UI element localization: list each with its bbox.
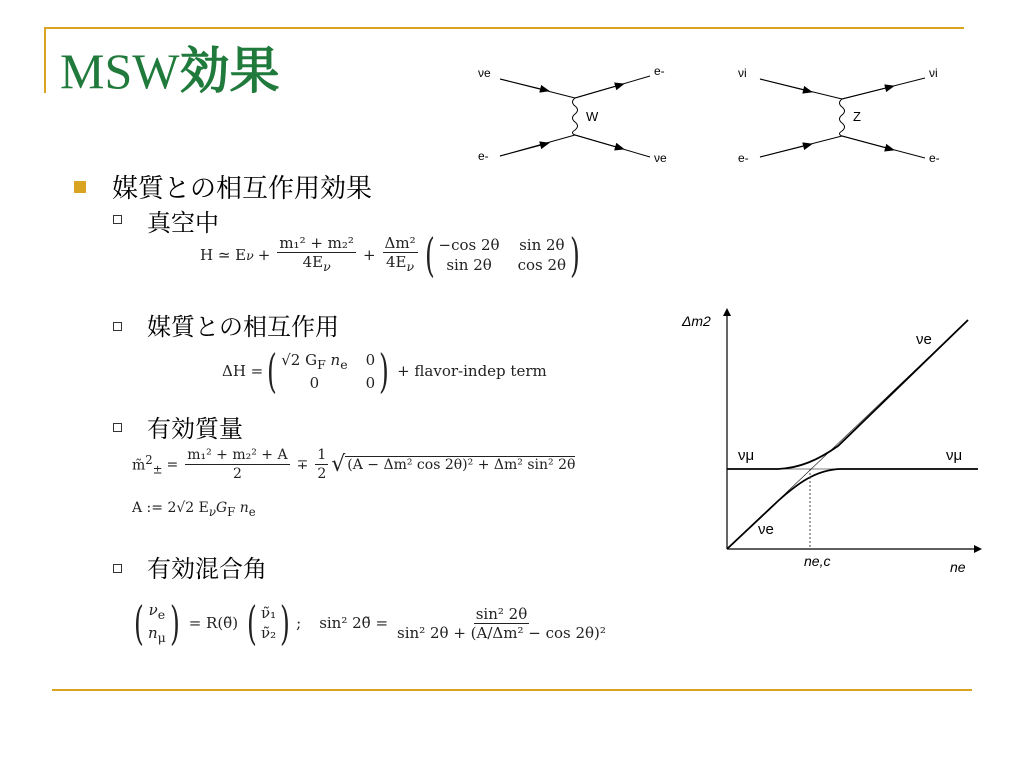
eq-med-m12: 0 (365, 350, 376, 369)
z-bottom-left: e- (738, 151, 749, 165)
eq-vac-m22: cos 2θ (517, 256, 567, 274)
title-latin: MSW (60, 43, 180, 99)
z-exchange-diagram (738, 66, 940, 165)
eq-eff-frac (185, 446, 289, 483)
bullet-square (74, 181, 86, 193)
eq-vac-h: H ≃ E (200, 246, 247, 264)
upper-eigenvalue-curve (727, 320, 968, 469)
eq-eff-half (315, 446, 328, 483)
z-top-left: νi (738, 66, 747, 80)
eq-vac-frac2: $\frac{\text{Δm²}}{4E_\nu}$ (384, 234, 416, 274)
eq-vac-den1: 4E (302, 253, 324, 271)
eq-mix-frac (395, 605, 608, 642)
z-bottom-right: e- (929, 151, 940, 165)
top-rule (44, 27, 964, 29)
feynman-diagrams (470, 62, 990, 174)
eq-mix-sep: ; (296, 614, 302, 632)
sub-bullet-box (113, 215, 122, 224)
eq-eff-half-num: 1 (317, 447, 327, 463)
eq-eff-num: m₁² + m₂² + A (187, 447, 288, 463)
eq-vac-den2: 4E (386, 253, 407, 271)
eq-vac-matrix: ( −cos 2θ sin 2θ sin 2θ cos 2θ ) (424, 228, 580, 282)
sub-effective-mixing: 有効混合角 (147, 555, 267, 583)
title-cjk: 効果 (179, 42, 280, 100)
y-axis-label: Δm2 (682, 313, 711, 329)
eq-med-m21: 0 (309, 373, 320, 392)
z-boson-line (840, 99, 845, 136)
eq-eff-half-den: 2 (317, 466, 327, 482)
level-crossing-plot (678, 300, 988, 580)
eq-med-rhs: + flavor-indep term (397, 362, 547, 380)
sub-vacuum: 真空中 (147, 209, 219, 237)
x-axis-label: ne (950, 559, 966, 575)
eq-mix-den: sin² 2θ + (A/Δm² − cos 2θ)² (397, 623, 606, 642)
w-top-right: e- (654, 64, 665, 78)
w-exchange-diagram (478, 64, 667, 165)
eq-med-m22: 0 (365, 373, 376, 392)
w-bottom-right: νe (654, 151, 667, 165)
z-boson-label: Z (853, 109, 861, 124)
w-boson-line (573, 98, 578, 135)
sub-medium: 媒質との相互作用 (147, 313, 339, 341)
eq-mix-v1: ν (148, 601, 158, 619)
bottom-rule (52, 689, 972, 691)
eq-a-definition: A := 2√2 $E_\nu G_F$ $n_e$ (132, 500, 256, 519)
eq-med-lhs: ΔH = (222, 362, 264, 380)
eq-vacuum-hamiltonian: H ≃ E ν + $\frac{\text{m₁² + m₂²}}{4E_\nu}$ + $\frac{\text{Δm²}}{4E_\nu}$ ( −cos 2θ sin 2θ sin 2θ cos 2θ ) (200, 232, 584, 278)
eq-effective-mass: m̃$^2_\pm$ = $\frac{\text{m₁² + m₂² + A}}{2}$ ∓ $\frac{1}{2}$ √ (A − Δm² cos 2θ)² + Δm² sin² 2θ (132, 447, 576, 482)
eq-mix-vec-mass: ( ν̃₁ ν̃₂ ) (247, 596, 291, 650)
eq-vac-num2: Δm² (384, 234, 416, 252)
w-top-left: νe (478, 66, 491, 80)
sub-bullet-box (113, 322, 122, 331)
w-boson-label: W (586, 109, 599, 124)
eq-mix-t1: ν̃₁ (261, 604, 277, 622)
eq-vac-m21: sin 2θ (446, 256, 492, 274)
eq-eff-root: (A − Δm² cos 2θ)² + Δm² sin² 2θ (347, 457, 576, 473)
slide-title (60, 36, 279, 106)
eq-effective-mixing (130, 596, 611, 650)
eq-mix-vec-flavor: ( $\nu_e$ $n_\mu$ ) (134, 596, 180, 650)
eq-medium-hamiltonian (222, 344, 547, 398)
label-nu-e-bottom: νe (758, 521, 774, 538)
eq-mix-lhs: sin² 2θ̃ = (319, 614, 389, 632)
eq-mix-t2: ν̃₂ (261, 624, 277, 642)
eq-vac-m12: sin 2θ (519, 236, 565, 254)
eq-vac-m11: −cos 2θ (438, 236, 500, 254)
bullet-medium-interaction: 媒質との相互作用効果 (112, 174, 373, 204)
eq-mix-num: sin² 2θ (475, 604, 528, 623)
eq-med-matrix: ( √2 $G_F$ $n_e$ 0 0 0 ) (267, 344, 390, 398)
label-nu-mu-right: νμ (946, 447, 963, 464)
z-top-right: νi (929, 66, 938, 80)
eq-eff-lhs: m̃ (132, 457, 146, 474)
eq-vac-num1: m₁² + m₂² (279, 234, 354, 252)
w-bottom-left: e- (478, 149, 489, 163)
left-rule (44, 27, 46, 93)
eq-vac-frac1: $\frac{\text{m₁² + m₂²}}{4E_\nu}$ (279, 234, 354, 274)
eq-eff-def: A := 2√2 E (132, 500, 209, 516)
label-nu-mu-left: νμ (738, 447, 755, 464)
eq-eff-mp: ∓ (296, 456, 309, 473)
eq-eff-den: 2 (232, 466, 242, 482)
eq-mix-v2: n (147, 624, 158, 642)
eq-mix-eq: = R(θ̃) (188, 614, 239, 632)
sub-bullet-box (113, 564, 122, 573)
label-nu-e-top: νe (916, 331, 932, 348)
eq-med-m11: √2 G (281, 350, 318, 369)
crossing-label: ne,c (804, 553, 831, 569)
sub-bullet-box (113, 423, 122, 432)
sub-effective-mass: 有効質量 (147, 415, 243, 443)
